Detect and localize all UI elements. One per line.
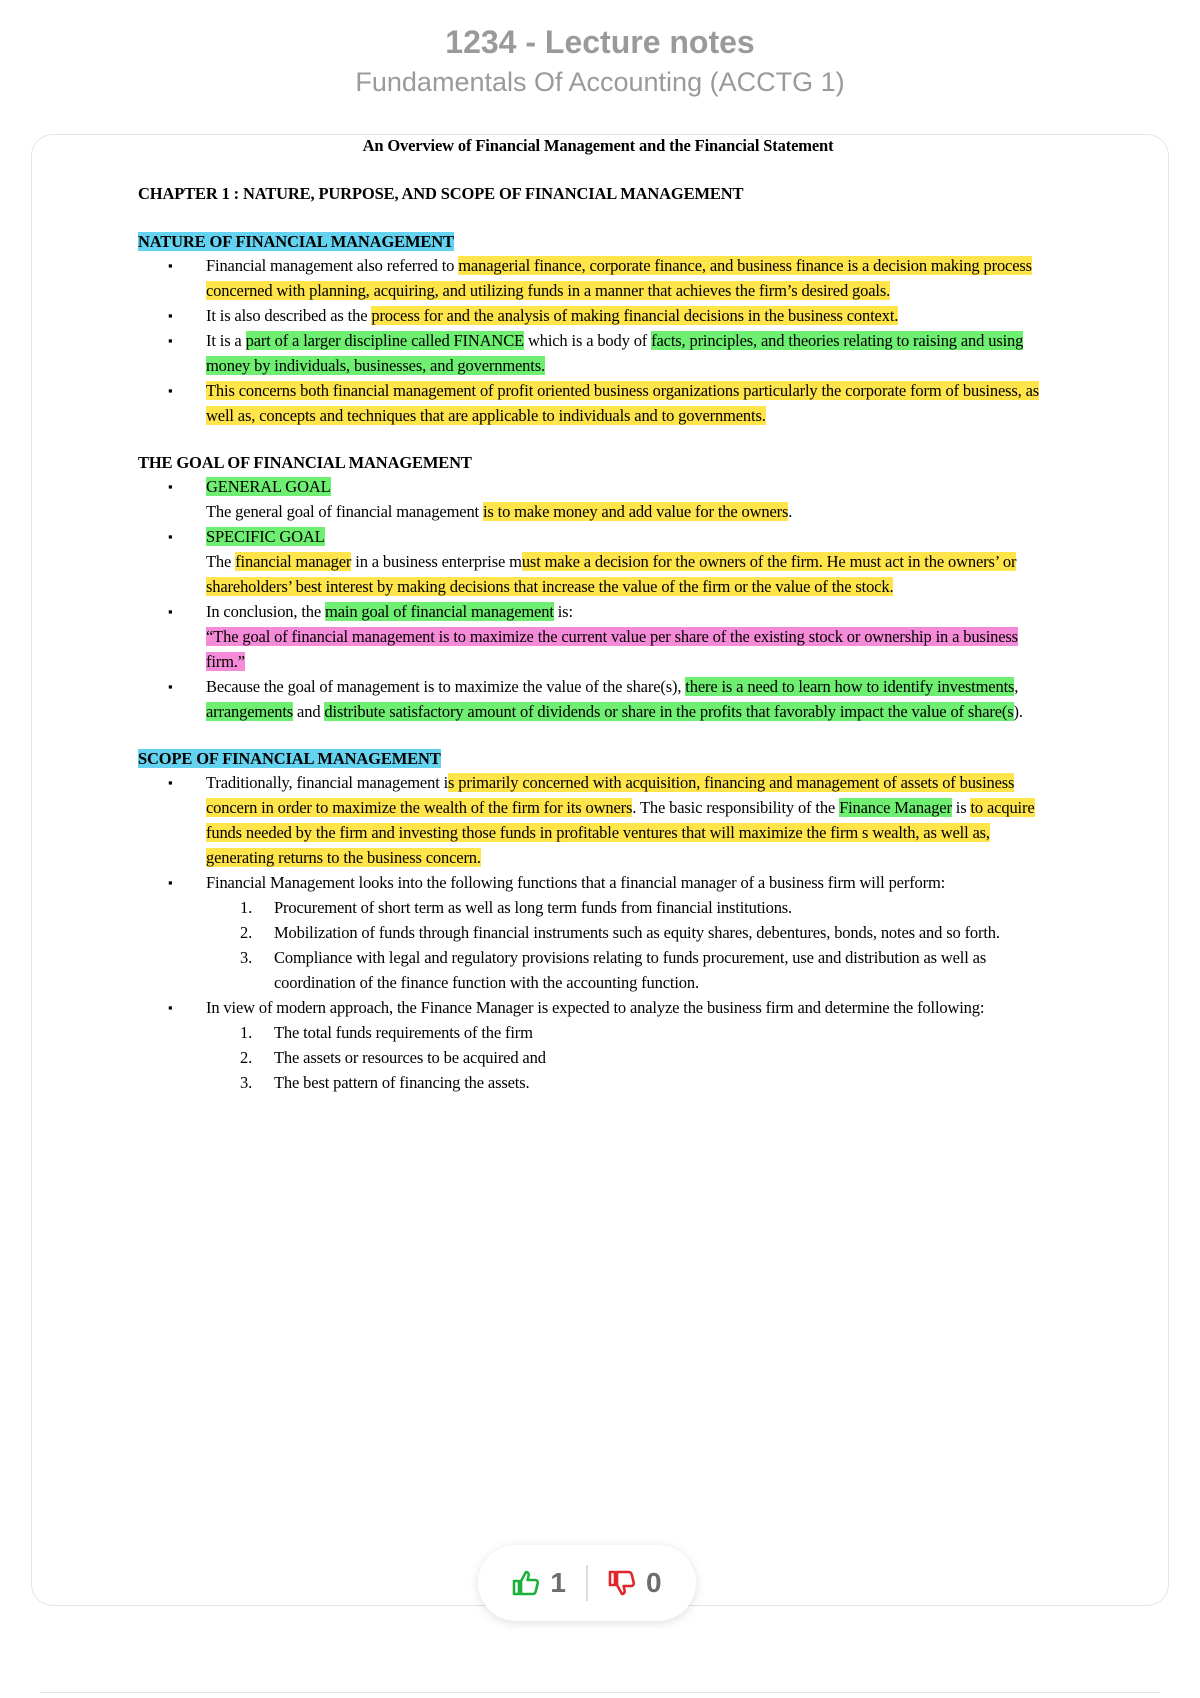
goal-heading: THE GOAL OF FINANCIAL MANAGEMENT <box>138 453 472 472</box>
list-number: 3. <box>240 948 253 967</box>
downvote-count: 0 <box>646 1567 662 1598</box>
bullet-icon: ▪ <box>168 333 173 348</box>
text: The general goal of financial management <box>206 502 483 521</box>
vote-divider <box>586 1565 588 1601</box>
highlight-text: This concerns both financial management of profit oriented business organizations particularly the corporate form of business, as well as, concepts and techniques that are applicable to individuals and to governments. <box>206 381 1040 425</box>
text: . <box>788 502 793 521</box>
list-item <box>138 674 1058 724</box>
upvote-count: 1 <box>550 1567 566 1598</box>
highlight-text: ust make a decision for the owners of the firm. He must act in the owners’ or shareholders’ best interest by making decisions that increase the value of the firm or the value of the stock. <box>206 552 1017 596</box>
bullet-icon: ▪ <box>168 604 173 619</box>
list-number: 1. <box>240 1023 253 1042</box>
scope-list <box>138 770 1058 1095</box>
list-item <box>138 303 1058 328</box>
highlight-text: Finance Manager <box>839 798 952 817</box>
list-item <box>206 1070 1058 1095</box>
list-item <box>138 378 1058 428</box>
downvote-button[interactable] <box>608 1567 662 1599</box>
nature-heading-text: NATURE OF FINANCIAL MANAGEMENT <box>138 232 454 251</box>
scope-heading <box>138 748 1058 770</box>
course-link[interactable]: Fundamentals Of Accounting (ACCTG 1) <box>355 67 845 97</box>
text: In view of modern approach, the Finance Manager is expected to analyze the business firm and determine the following: <box>206 998 985 1017</box>
text: In conclusion, the <box>206 602 326 621</box>
highlight-text: main goal of financial management <box>325 602 554 621</box>
text: Because the goal of management is to maximize the value of the share(s), <box>206 677 686 696</box>
highlight-quote: “The goal of financial management is to maximize the current value per share of the existing stock or ownership in a business firm.” <box>206 627 1018 671</box>
functions-list <box>206 895 1058 995</box>
highlight-text: GENERAL GOAL <box>206 477 331 496</box>
nature-heading <box>138 231 1058 253</box>
list-number: 3. <box>240 1073 253 1092</box>
text: It is a <box>206 331 246 350</box>
text: is: <box>553 602 573 621</box>
upvote-button[interactable] <box>512 1567 566 1599</box>
text: The best pattern of financing the assets. <box>274 1073 530 1092</box>
document-content <box>138 135 1058 1095</box>
bullet-icon: ▪ <box>168 308 173 323</box>
text: Financial Management looks into the following functions that a financial manager of a business firm will perform: <box>206 873 946 892</box>
list-item <box>138 995 1058 1095</box>
list-item <box>138 524 1058 599</box>
text: The <box>206 552 236 571</box>
document-title: 1234 - Lecture notes <box>445 24 755 60</box>
text: Traditionally, financial management i <box>206 773 449 792</box>
highlight-text: s primarily concerned with acquisition, financing and management of assets of business concern in order to maximize the wealth of the firm for its owners <box>206 773 1015 817</box>
text: which is a body of <box>523 331 652 350</box>
divider <box>40 1692 1160 1693</box>
highlight-text: there is a need to learn how to identify investments <box>685 677 1015 696</box>
list-item <box>138 328 1058 378</box>
goal-list <box>138 474 1058 724</box>
bullet-icon: ▪ <box>168 679 173 694</box>
vote-widget <box>478 1545 696 1621</box>
list-number: 1. <box>240 898 253 917</box>
thumbs-up-icon <box>512 1570 540 1596</box>
text: The assets or resources to be acquired and <box>274 1048 546 1067</box>
page-header <box>0 0 1200 102</box>
highlight-text: to acquire funds needed by the firm and investing those funds in profitable ventures that will maximize the firm s wealth, as well as, generating returns to the business concern. <box>206 798 1035 867</box>
bullet-icon: ▪ <box>168 775 173 790</box>
list-item <box>138 870 1058 995</box>
highlight-text: distribute satisfactory amount of dividends or share in the profits that favorably impact the value of share(s <box>324 702 1014 721</box>
highlight-text: arrangements <box>206 702 294 721</box>
list-item <box>206 1045 1058 1070</box>
bullet-icon: ▪ <box>168 383 173 398</box>
text: in a business enterprise m <box>351 552 522 571</box>
list-item <box>206 895 1058 920</box>
doc-main-title: An Overview of Financial Management and the Financial Statement <box>362 136 834 155</box>
text: . The basic responsibility of the <box>632 798 840 817</box>
text: ). <box>1013 702 1023 721</box>
text: Compliance with legal and regulatory provisions relating to funds procurement, use and distribution as well as coordination of the finance function with the accounting function. <box>274 948 987 992</box>
modern-list <box>206 1020 1058 1095</box>
list-item <box>138 599 1058 674</box>
list-item <box>138 474 1058 524</box>
scope-heading-text: SCOPE OF FINANCIAL MANAGEMENT <box>138 749 441 768</box>
text: Mobilization of funds through financial instruments such as equity shares, debentures, bonds, notes and so forth. <box>274 923 1000 942</box>
list-number: 2. <box>240 1048 253 1067</box>
thumbs-down-icon <box>608 1570 636 1596</box>
list-item <box>206 1020 1058 1045</box>
text: is <box>951 798 971 817</box>
highlight-text: SPECIFIC GOAL <box>206 527 325 546</box>
text: The total funds requirements of the firm <box>274 1023 533 1042</box>
text: , <box>1014 677 1019 696</box>
text: Procurement of short term as well as long term funds from financial institutions. <box>274 898 793 917</box>
bullet-icon: ▪ <box>168 529 173 544</box>
text: Financial management also referred to <box>206 256 459 275</box>
bullet-icon: ▪ <box>168 875 173 890</box>
list-item <box>138 253 1058 303</box>
nature-list <box>138 253 1058 428</box>
highlight-text: financial manager <box>235 552 352 571</box>
bullet-icon: ▪ <box>168 1000 173 1015</box>
highlight-text: process for and the analysis of making financial decisions in the business context. <box>371 306 899 325</box>
highlight-text: facts, principles, and theories relating to raising and using money by individuals, businesses, and governments. <box>206 331 1024 375</box>
highlight-text: managerial finance, corporate finance, and business finance is a decision making process concerned with planning, acquiring, and utilizing funds in a manner that achieves the firm’s desired goals. <box>206 256 1032 300</box>
bullet-icon: ▪ <box>168 479 173 494</box>
chapter-heading: CHAPTER 1 : NATURE, PURPOSE, AND SCOPE OF FINANCIAL MANAGEMENT <box>138 184 744 203</box>
list-item <box>138 770 1058 870</box>
text: It is also described as the <box>206 306 372 325</box>
list-number: 2. <box>240 923 253 942</box>
text: and <box>293 702 325 721</box>
bullet-icon: ▪ <box>168 258 173 273</box>
list-item <box>206 945 1058 995</box>
list-item <box>206 920 1058 945</box>
highlight-text: part of a larger discipline called FINANCE <box>245 331 524 350</box>
highlight-text: is to make money and add value for the owners <box>482 502 789 521</box>
